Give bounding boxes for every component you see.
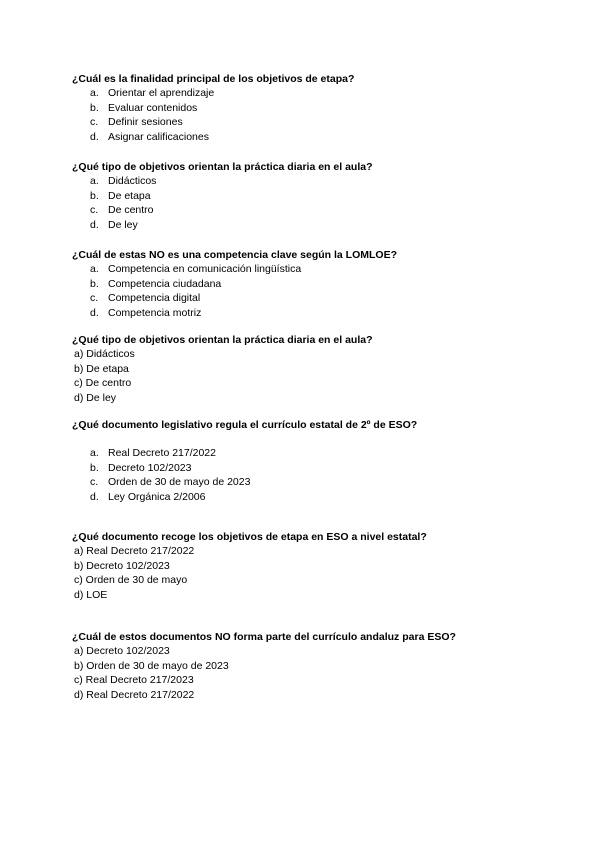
question-block (72, 248, 572, 321)
option-item: d) Real Decreto 217/2022 (74, 689, 195, 702)
option-item: c. Competencia digital (90, 292, 201, 305)
option-item: a) Decreto 102/2023 (74, 645, 170, 657)
question-title: ¿Cuál es la finalidad principal de los objetivos de etapa? (72, 73, 355, 85)
question-block (72, 418, 572, 505)
option-list (72, 644, 572, 703)
option-item: b. De etapa (90, 189, 151, 202)
option-item: d) De ley (74, 392, 117, 405)
option-item: a. Competencia en comunicación lingüística (90, 263, 302, 275)
option-item: c. Definir sesiones (90, 116, 183, 129)
question-title: ¿Qué documento legislativo regula el currículo estatal de 2º de ESO? (72, 419, 418, 431)
question-block (72, 333, 572, 406)
option-item: c) De centro (74, 377, 132, 390)
option-item: a. Orientar el aprendizaje (90, 87, 215, 99)
option-list (72, 446, 572, 505)
option-item: d) LOE (74, 589, 108, 602)
option-list (72, 347, 572, 406)
option-item: a) Didácticos (74, 348, 135, 360)
option-item: c) Real Decreto 217/2023 (74, 674, 194, 687)
question-title: ¿Qué tipo de objetivos orientan la práctica diaria en el aula? (72, 161, 373, 173)
option-item: b) Orden de 30 de mayo de 2023 (74, 659, 229, 672)
option-item: b) Decreto 102/2023 (74, 559, 170, 572)
question-title: ¿Qué tipo de objetivos orientan la práctica diaria en el aula? (72, 334, 373, 346)
option-item: c) Orden de 30 de mayo (74, 574, 188, 587)
option-item: a) Real Decreto 217/2022 (74, 545, 195, 557)
option-list (72, 174, 572, 233)
option-list (72, 262, 572, 321)
option-item: d. De ley (90, 219, 138, 232)
question-block (72, 530, 572, 603)
option-item: b. Competencia ciudadana (90, 277, 222, 290)
option-item: c. De centro (90, 204, 154, 217)
option-item: c. Orden de 30 de mayo de 2023 (90, 476, 251, 489)
option-item: d. Ley Orgánica 2/2006 (90, 491, 206, 504)
option-item: a. Real Decreto 217/2022 (90, 447, 216, 459)
option-list (72, 544, 572, 603)
spacer (72, 432, 572, 446)
option-item: d. Asignar calificaciones (90, 131, 209, 144)
question-title: ¿Cuál de estos documentos NO forma parte del currículo andaluz para ESO? (72, 631, 456, 643)
question-block (72, 160, 572, 233)
question-title: ¿Qué documento recoge los objetivos de etapa en ESO a nivel estatal? (72, 531, 427, 543)
option-item: d. Competencia motriz (90, 307, 202, 320)
option-item: a. Didácticos (90, 175, 157, 187)
question-block (72, 630, 572, 703)
option-item: b) De etapa (74, 362, 129, 375)
question-title: ¿Cuál de estas NO es una competencia clave según la LOMLOE? (72, 249, 398, 261)
option-item: b. Evaluar contenidos (90, 101, 198, 114)
option-list (72, 86, 572, 145)
option-item: b. Decreto 102/2023 (90, 461, 192, 474)
question-block (72, 72, 572, 145)
